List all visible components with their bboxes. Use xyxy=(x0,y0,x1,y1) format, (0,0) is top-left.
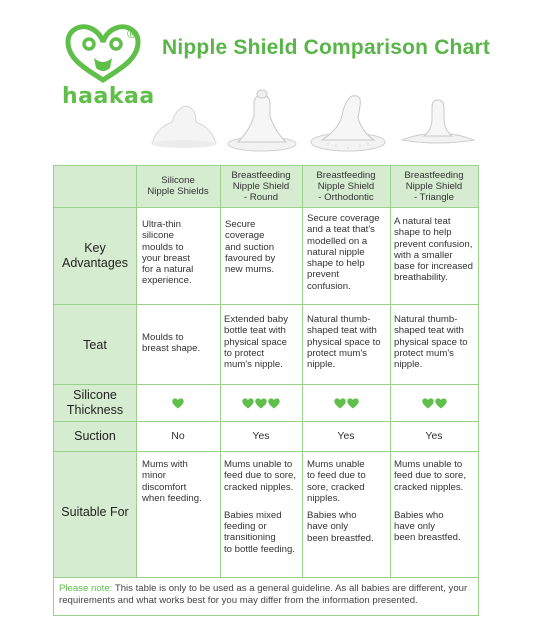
page-title: Nipple Shield Comparison Chart xyxy=(162,36,491,59)
grid-line xyxy=(54,304,478,305)
brand-name: haakaa xyxy=(62,84,155,109)
disclaimer-note xyxy=(59,583,477,608)
heart-icon xyxy=(242,398,254,409)
grid-line xyxy=(136,166,137,577)
suction-cell: Yes xyxy=(252,430,270,442)
key-advantages-cell: A natural teat shape to help prevent confusion, with a smaller base for increased breathability. xyxy=(394,216,473,284)
heart-icon xyxy=(334,398,346,409)
grid-line xyxy=(302,166,303,577)
key-advantages-cell: Ultra-thin silicone moulds to your breast for a natural experience. xyxy=(142,219,194,287)
note-text: This table is only to be used as a general guideline. As all babies are different, your requirements and what works best for you may differ from the information presented. xyxy=(59,583,468,607)
grid-line xyxy=(54,207,478,208)
round-nipple-shield-image xyxy=(224,86,300,154)
suction-cell: Yes xyxy=(337,430,355,442)
row-label-teat: Teat xyxy=(83,338,107,352)
header-round: Breastfeeding Nipple Shield - Round xyxy=(231,170,291,203)
teat-cell: Natural thumb- shaped teat with physical space to protect mum's nipple. xyxy=(307,314,381,371)
teat-cell: Moulds to breast shape. xyxy=(142,332,201,355)
teat-cell: Natural thumb- shaped teat with physical space to protect mum's nipple. xyxy=(394,314,468,371)
suitable-for-cell: Mums unable to feed due to sore, cracked nipples. Babies who have only been breastfed. xyxy=(394,459,467,544)
key-advantages-cell: Secure coverage and suction favoured by new mums. xyxy=(225,219,276,276)
teat-cell: Extended baby bottle teat with physical space to protect mum's nipple. xyxy=(224,314,289,371)
header-silicone-nipple-shields: Silicone Nipple Shields xyxy=(147,175,209,197)
heart-icon xyxy=(255,398,267,409)
suitable-for-cell: Mums unable to feed due to sore, cracked nipples. Babies who have only been breastfed. xyxy=(307,459,374,544)
grid-line xyxy=(390,166,391,577)
thickness-cell xyxy=(136,396,220,414)
thickness-cell xyxy=(302,396,390,414)
heart-icon xyxy=(268,398,280,409)
header-triangle: Breastfeeding Nipple Shield - Triangle xyxy=(404,170,464,203)
grid-line xyxy=(54,384,478,385)
orthodontic-nipple-shield-image xyxy=(308,88,388,154)
heart-icon xyxy=(172,398,184,409)
note-label: Please note: xyxy=(59,583,113,594)
row-label-key-advantages: Key Advantages xyxy=(61,241,129,270)
thickness-cell xyxy=(220,396,302,414)
heart-icon xyxy=(347,398,359,409)
thickness-cell xyxy=(390,396,478,414)
row-label-suction: Suction xyxy=(74,429,116,443)
grid-line xyxy=(54,421,478,422)
triangle-nipple-shield-image xyxy=(398,96,478,148)
key-advantages-cell: Secure coverage and a teat that's modelled on a natural nipple shape to help prevent confusion. xyxy=(307,213,380,292)
grid-line xyxy=(54,451,478,452)
suitable-for-cell: Mums with minor discomfort when feeding. xyxy=(142,459,202,504)
suction-cell: No xyxy=(171,430,185,442)
row-label-silicone-thickness: Silicone Thickness xyxy=(66,388,124,417)
heart-icon xyxy=(422,398,434,409)
header-orthodontic: Breastfeeding Nipple Shield - Orthodontic xyxy=(316,170,376,203)
registered-mark: ® xyxy=(127,26,137,41)
comparison-table xyxy=(53,165,479,616)
suction-cell: Yes xyxy=(425,430,443,442)
grid-line xyxy=(54,577,478,578)
silicone-nipple-shield-image xyxy=(146,98,220,150)
heart-icon xyxy=(435,398,447,409)
suitable-for-cell: Mums unable to feed due to sore, cracked nipples. Babies mixed feeding or transitioning to bottle feeding. xyxy=(224,459,297,555)
row-label-suitable-for: Suitable For xyxy=(61,505,129,519)
grid-line xyxy=(220,166,221,577)
